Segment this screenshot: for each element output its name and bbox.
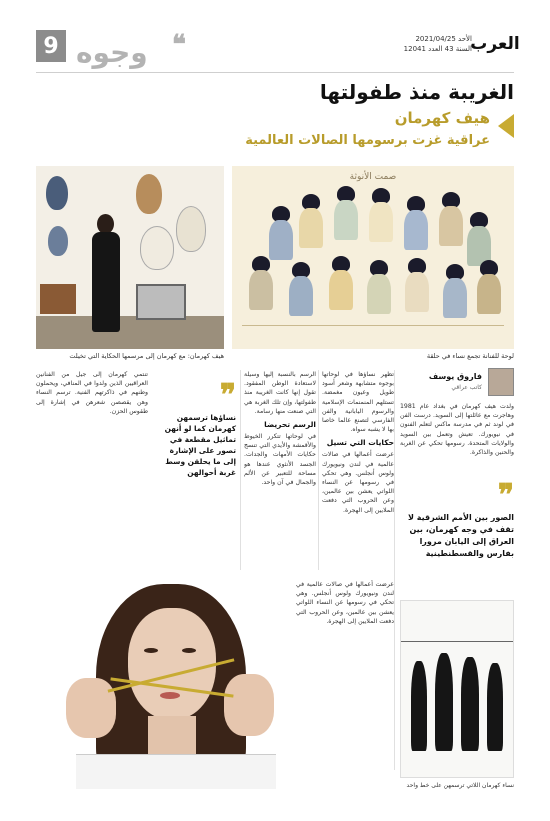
section-title: وجوه	[76, 36, 148, 69]
drawn-figure	[435, 653, 453, 751]
portrait-hand	[66, 678, 116, 738]
drawn-figure	[487, 663, 503, 751]
photo-caption: هيف كهرمان: مع كهرمان إلى مرسمها الحكاية التي تخيلت	[69, 352, 224, 360]
portrait-eye	[182, 648, 196, 653]
paragraph: ولدت هيف كهرمان في بغداد عام 1981 وهاجرت مع عائلتها إلى السويد. درست الفن في لوند ثم في مدرسة ماكس لتعلم الفنون في نيويورك. تعيش وتعمل بين السويد والولايات المتحدة. رسومها تحكي عن الغربة والحنين والذاكرة.	[400, 403, 514, 457]
text-column-2	[322, 370, 394, 590]
paragraph: في لوحاتها تتكرر الخيوط والأقمشة والأيدي التي تنسج حكايات الأمهات والجدات. الجسد الأنثوي عندها هو مساحة للتعبير عن الألم والجمال في آن واحد.	[244, 433, 316, 487]
portrait-eye	[144, 648, 158, 653]
wall-figure	[176, 206, 206, 252]
artist-body	[92, 232, 120, 332]
photo-table	[40, 284, 76, 314]
wall-figure	[48, 226, 68, 256]
paragraph: الرسم بالنسبة إليها وسيلة لاستعادة الوطن المفقود. تقول إنها كانت الغريبة منذ طفولتها، وإن تلك الغربة هي التي صنعت منها رسامة.	[244, 371, 316, 415]
author-avatar	[488, 368, 514, 396]
paragraph: تظهر نساؤها في لوحاتها بوجوه متشابهة وشعر أسود طويل وعيون مغمضة. تستلهم المنمنمات الإسلامية والرسوم اليابانية والفن الفارسي لتصنع عالما خاصا بها لا يشبه سواه.	[322, 371, 394, 434]
painting-image	[232, 166, 514, 349]
issue-date: الأحد 2021/04/25	[415, 35, 472, 43]
figures-drawing	[400, 600, 514, 778]
wall-figure	[140, 226, 174, 270]
painting-inscription	[242, 325, 504, 343]
author-block	[414, 368, 514, 398]
artist-head	[97, 214, 114, 234]
newspaper-logo: العرب	[470, 34, 520, 54]
text-column-1	[400, 402, 514, 480]
issue-number: السنة 43 العدد 12041	[403, 45, 472, 53]
artist-photo	[36, 166, 224, 349]
wall-figure	[46, 176, 68, 210]
portrait-face	[128, 608, 216, 720]
text-column-3	[244, 370, 316, 570]
pull-quote-right	[394, 478, 514, 560]
author-name: فاروق يوسف	[428, 372, 482, 381]
column-heading: الرسم تحريضا	[264, 420, 316, 430]
drawn-figure	[411, 661, 427, 751]
column-heading: حكايات التي تسيل	[326, 438, 394, 448]
arrow-icon	[498, 114, 514, 138]
headline-name: هيف كهرمان	[394, 109, 490, 127]
text-column-4	[36, 370, 148, 566]
paragraph: عرضت أعمالها في صالات عالمية في لندن ونيويورك ولوس أنجلس. وهي تحكي في رسومها عن النساء اللواتي يعشن بين عالمين، وعن الحروب التي دفعت الملايين إلى الهجرة.	[322, 451, 394, 514]
headline-subtitle: عراقية غزت برسومها الصالات العالمية	[245, 133, 490, 148]
page-number: 9	[36, 30, 66, 62]
photo-floor	[36, 316, 224, 349]
painting-header: صمت الأنوثة	[349, 172, 397, 182]
author-role: كاتب عراقي	[451, 384, 482, 391]
quote-icon: ❞	[219, 378, 236, 413]
quote-icon: ❞	[497, 478, 514, 513]
portrait-shirt	[76, 754, 276, 789]
column-divider	[318, 370, 319, 570]
portrait-lips	[160, 692, 180, 699]
pull-quote-text: الصور بين الأمم الشرقية لا تقف في وجه كهرمان، بين العراق إلى اليابان مرورا بفارس والقسطنطينية	[408, 513, 514, 558]
headline-main: الغريبة منذ طفولتها	[319, 80, 514, 104]
dateline	[404, 34, 472, 54]
portrait-hand	[224, 674, 274, 736]
drawing-caption: نساء كهرمان اللاتي ترسمهن على خط واحد	[406, 782, 514, 789]
pull-quote-text: نساؤها ترسمهن كهرمان كما لو أنهن تماثيل مقطعة في تصور على الإشارة إلى ما يحلقن وسط غربة أحوالهن	[164, 413, 236, 477]
column-divider	[394, 370, 395, 770]
drawn-line	[401, 641, 514, 642]
artist-figure	[90, 214, 122, 332]
column-divider	[240, 370, 241, 570]
painting-caption: لوحة للفنانة تجمع نساء في حلقة	[426, 352, 514, 360]
paragraph: عرضت أعمالها في صالات عالمية في لندن ونيويورك ولوس أنجلس. وهي تحكي في رسومها عن النساء اللواتي يعشن بين عالمين، وعن الحروب التي دفعت الملايين إلى الهجرة.	[296, 581, 394, 625]
section-quote-icon: ❝	[172, 30, 186, 60]
masthead-divider	[36, 72, 514, 73]
portrait-illustration	[36, 574, 291, 789]
wall-figure	[136, 174, 162, 214]
drawn-figure	[461, 657, 479, 751]
paint-cart	[136, 284, 186, 320]
text-column-5	[296, 580, 394, 780]
paragraph: تنتمي كهرمان إلى جيل من الفنانين العراقيين الذين ولدوا في المنافي، ويحملون وطنهم في ذاكرتهم الفنية. ترسم النساء وهن يقصصن شعرهن في إشارة إلى طقوس الحزن.	[36, 371, 148, 415]
pull-quote-left	[156, 378, 236, 478]
